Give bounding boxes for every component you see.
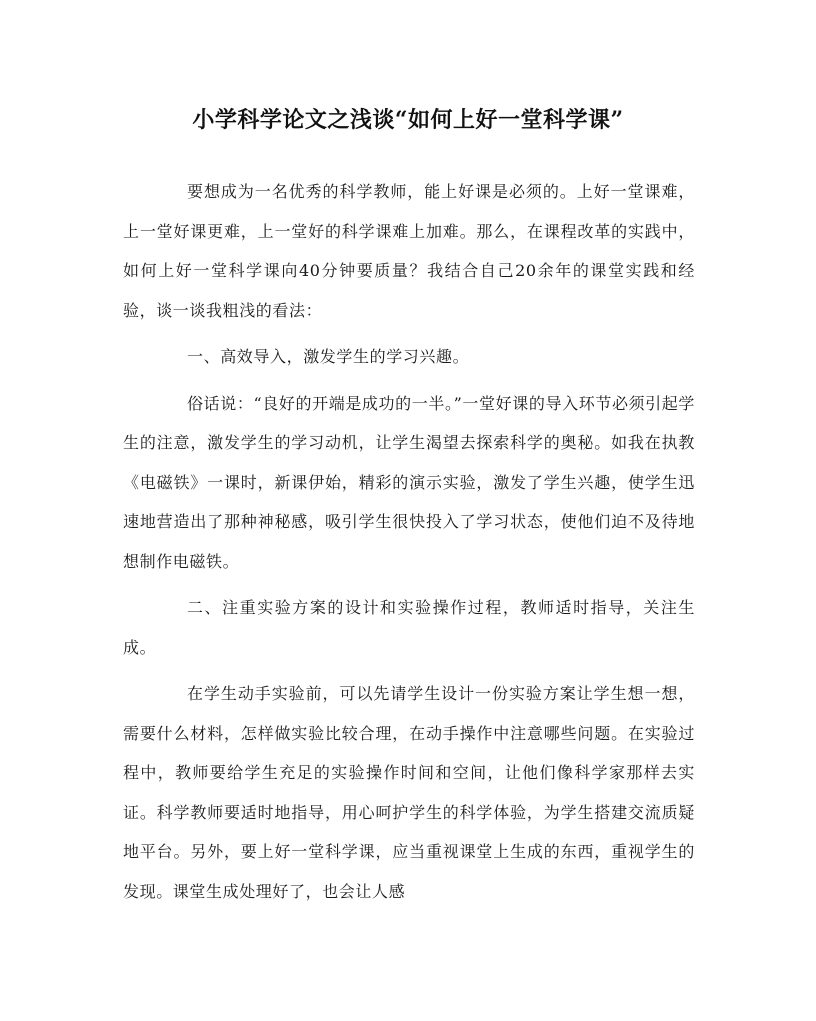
section-heading-1: 一、高效导入，激发学生的学习兴趣。 — [187, 347, 470, 366]
document-body — [123, 172, 695, 918]
paragraph-section-1: 俗话说：“良好的开端是成功的一半。”一堂好课的导入环节必须引起学生的注意，激发学生的学习动机，让学生渴望去探索科学的奥秘。如我在执教《电磁铁》一课时，新课伊始，精彩的演示实验，激发了学生兴趣，使学生迅速地营造出了那种神秘感，吸引学生很快投入了学习状态，使他们迫不及待地想制作电磁铁。 — [123, 393, 695, 571]
paragraph-intro: 要想成为一名优秀的科学教师，能上好课是必须的。上好一堂课难，上一堂好课更难，上一堂好的科学课难上加难。那么，在课程改革的实践中，如何上好一堂科学课向40分钟要质量？我结合自己20余年的课堂实践和经验，谈一谈我粗浅的看法： — [123, 182, 695, 320]
paragraph-section-2: 在学生动手实验前，可以先请学生设计一份实验方案让学生想一想，需要什么材料，怎样做实验比较合理，在动手操作中注意哪些问题。在实验过程中，教师要给学生充足的实验操作时间和空间，让他们像科学家那样去实证。科学教师要适时地指导，用心呵护学生的科学体验，为学生搭建交流质疑地平台。另外，要上好一堂科学课，应当重视课堂上生成的东西，重视学生的发现。课堂生成处理好了，也会让人感 — [123, 684, 695, 901]
document-title: 小学科学论文之浅谈“如何上好一堂科学课” — [192, 107, 624, 133]
section-heading-2: 二、注重实验方案的设计和实验操作过程，教师适时指导，关注生成。 — [123, 598, 695, 657]
